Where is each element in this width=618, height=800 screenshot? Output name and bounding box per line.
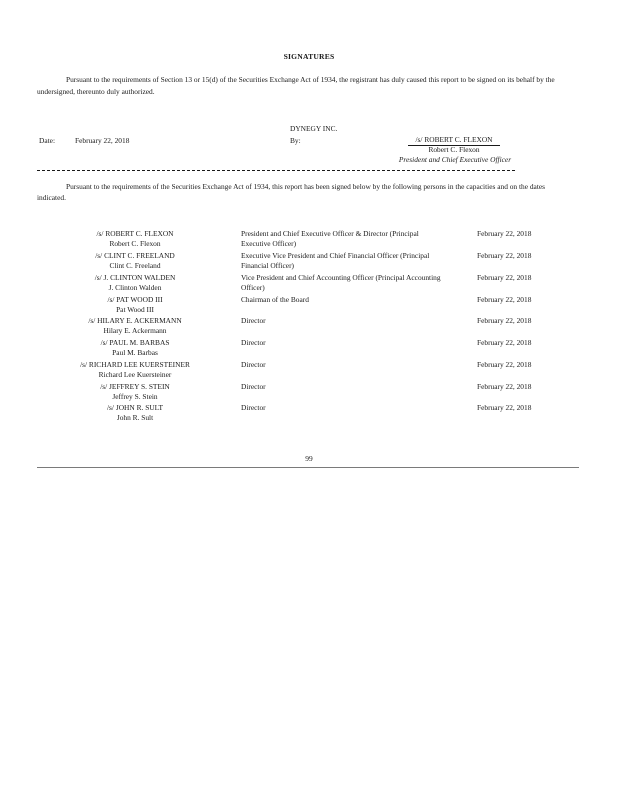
signatory-signature-block [60,295,210,315]
signatory-signature-block [60,360,210,380]
signatory-role: Director [241,316,266,325]
registrant-signer-name: Robert C. Flexon [428,145,480,154]
signatory-name: Richard Lee Kuersteiner [98,369,172,379]
dashed-divider [37,170,515,171]
signatory-signature: /s/ CLINT C. FREELAND [95,251,175,260]
signatory-signature: /s/ JEFFREY S. STEIN [100,382,170,391]
date-label: Date: [39,136,56,145]
signatory-name: Hilary E. Ackermann [103,325,167,335]
signatory-signature: /s/ ROBERT C. FLEXON [96,229,174,238]
signatory-signature-block [60,229,210,249]
signatory-date: February 22, 2018 [477,403,532,412]
signatory-role: Director [241,338,266,347]
signatory-date: February 22, 2018 [477,382,532,391]
signatory-date: February 22, 2018 [477,316,532,325]
signatory-role: President and Chief Executive Officer & Director (Principal Executive Officer) [241,229,419,248]
signatory-role: Vice President and Chief Accounting Officer (Principal Accounting Officer) [241,273,441,292]
signatory-role: Director [241,403,266,412]
page-number: 99 [305,454,313,463]
signatory-signature-block [60,338,210,358]
second-paragraph: Pursuant to the requirements of the Securities Exchange Act of 1934, this report has been signed below by the following persons in the capacities and on the dates indicated. [37,182,546,202]
signatory-name: Clint C. Freeland [109,260,161,270]
company-name: DYNEGY INC. [290,124,338,133]
by-label: By: [290,136,301,145]
signatory-signature-block [60,403,210,423]
footer-divider [37,467,579,468]
signatory-role: Executive Vice President and Chief Financial Officer (Principal Financial Officer) [241,251,430,270]
intro-paragraph: Pursuant to the requirements of Section 13 or 15(d) of the Securities Exchange Act of 1934, the registrant has duly caused this report to be signed on its behalf by the undersigned, thereunto duly authorized. [37,75,555,96]
signatory-signature-block [60,316,210,336]
signatory-name: Pat Wood III [116,304,154,314]
registrant-signature: /s/ ROBERT C. FLEXON [408,136,500,146]
signatory-signature: /s/ RICHARD LEE KUERSTEINER [80,360,190,369]
signatory-name: John R. Sult [116,412,154,422]
signatory-role: Chairman of the Board [241,295,309,304]
registrant-signer-title: President and Chief Executive Officer [398,155,512,164]
signatory-signature: /s/ PAT WOOD III [107,295,163,304]
signatory-role: Director [241,382,266,391]
signatory-date: February 22, 2018 [477,273,532,282]
signatory-date: February 22, 2018 [477,251,532,260]
signatory-name: Paul M. Barbas [112,347,158,357]
signatory-signature-block [60,251,210,271]
signatory-signature: /s/ JOHN R. SULT [107,403,163,412]
signatory-name: J. Clinton Walden [108,282,162,292]
signatory-role: Director [241,360,266,369]
signatory-signature: /s/ J. CLINTON WALDEN [94,273,176,282]
signatory-signature: /s/ PAUL M. BARBAS [100,338,170,347]
signatory-date: February 22, 2018 [477,360,532,369]
signatory-date: February 22, 2018 [477,338,532,347]
signatory-signature: /s/ HILARY E. ACKERMANN [88,316,182,325]
signatory-signature-block [60,273,210,293]
signatory-name: Robert C. Flexon [109,238,161,248]
signatory-name: Jeffrey S. Stein [112,391,158,401]
page-title: SIGNATURES [283,52,335,61]
registrant-date: February 22, 2018 [75,136,130,145]
signatory-signature-block [60,382,210,402]
signatory-date: February 22, 2018 [477,229,532,238]
signatory-date: February 22, 2018 [477,295,532,304]
